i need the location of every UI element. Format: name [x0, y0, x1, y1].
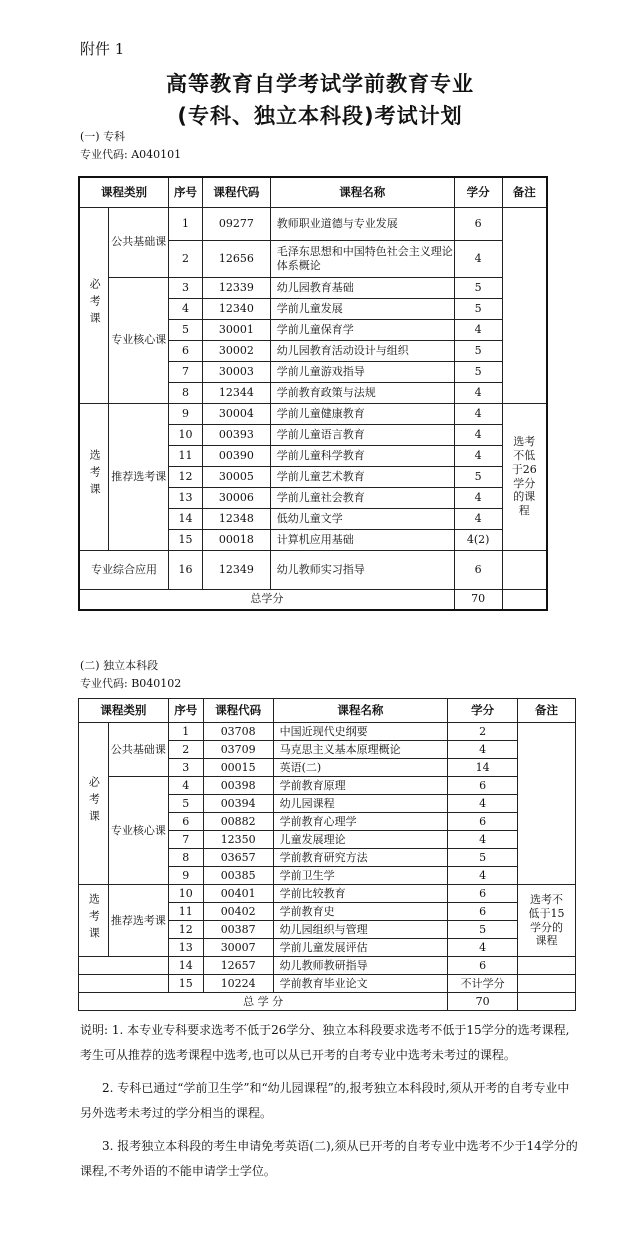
header-cell: 序号 [168, 699, 203, 723]
header-cell: 序号 [169, 177, 203, 207]
table-row: 10 00393 学前儿童语言教育 4 [79, 424, 547, 445]
subcategory-core: 专业核心课 [108, 777, 168, 885]
subcategory-public: 公共基础课 [108, 723, 168, 777]
table-row: 选考课 推荐选考课 10 00401 学前比较教育 6 选考不低于15学分的课程 [79, 885, 576, 903]
table-row: 专业综合应用 16 12349 幼儿教师实习指导 6 [79, 550, 547, 589]
table-row: 4 12340 学前儿童发展 5 [79, 298, 547, 319]
notes-block [80, 1018, 580, 1184]
table-row: 专业核心课 4 00398 学前教育原理 6 [79, 777, 576, 795]
section1-heading: (一) 专科 [80, 130, 126, 143]
total-value: 70 [448, 993, 518, 1011]
table-row: 14 12657 幼儿教师教研指导 6 [79, 957, 576, 975]
table-row: 11 00402 学前教育史 6 [79, 903, 576, 921]
table-row: 2 03709 马克思主义基本原理概论 4 [79, 741, 576, 759]
table-row: 11 00390 学前儿童科学教育 4 [79, 445, 547, 466]
header-row [79, 699, 576, 723]
table-row: 6 30002 幼儿园教育活动设计与组织 5 [79, 340, 547, 361]
table-row: 15 10224 学前教育毕业论文 不计学分 [79, 975, 576, 993]
remark-cell [502, 207, 547, 403]
subcategory-public: 公共基础课 [109, 207, 169, 277]
header-cell: 备注 [518, 699, 576, 723]
header-cell: 课程代码 [203, 699, 273, 723]
table-row: 12 00387 幼儿园组织与管理 5 [79, 921, 576, 939]
subcategory-core: 专业核心课 [109, 277, 169, 403]
section1-table [78, 176, 548, 611]
header-cell: 课程名称 [270, 177, 454, 207]
total-value: 70 [454, 589, 502, 610]
remark-cell [518, 723, 576, 885]
table-row: 15 00018 计算机应用基础 4(2) [79, 529, 547, 550]
header-cell: 课程类别 [79, 699, 169, 723]
table-row: 7 12350 儿童发展理论 4 [79, 831, 576, 849]
table-row: 7 30003 学前儿童游戏指导 5 [79, 361, 547, 382]
document-subtitle: (专科、独立本科段)考试计划 [177, 104, 463, 128]
category-elective: 选考课 [79, 403, 109, 550]
table-row: 选考课 推荐选考课 9 30004 学前儿童健康教育 4 选考不低于26学分的课程 [79, 403, 547, 424]
total-label: 总 学 分 [79, 993, 448, 1011]
table-row: 3 00015 英语(二) 14 [79, 759, 576, 777]
note-1: 说明: 1. 本专业专科要求选考不低于26学分、独立本科段要求选考不低于15学分的选考课程,考生可从推荐的选考课程中选考,也可以从已开考的自考专业中选考未考过的课程。 [80, 1023, 570, 1062]
header-cell: 课程代码 [202, 177, 270, 207]
category-required: 必考课 [79, 723, 109, 885]
table-row: 5 00394 幼儿园课程 4 [79, 795, 576, 813]
table-row: 8 03657 学前教育研究方法 5 [79, 849, 576, 867]
header-cell: 学分 [448, 699, 518, 723]
remark-cell: 选考不低于15学分的课程 [518, 885, 576, 957]
header-cell: 备注 [502, 177, 547, 207]
note-3: 3. 报考独立本科段的考生申请免考英语(二),须从已开考的自考专业中选考不少于14学分的课程,不考外语的不能申请学士学位。 [80, 1139, 578, 1178]
total-row [79, 993, 576, 1011]
table-row: 12 30005 学前儿童艺术教育 5 [79, 466, 547, 487]
table-row: 2 12656 毛泽东思想和中国特色社会主义理论体系概论 4 [79, 240, 547, 277]
table-row: 必考课 公共基础课 1 09277 教师职业道德与专业发展 6 [79, 207, 547, 240]
section2-table [78, 698, 576, 1011]
remark-cell: 选考不低于26学分的课程 [502, 403, 547, 550]
table-row: 5 30001 学前儿童保育学 4 [79, 319, 547, 340]
table-row: 13 30007 学前儿童发展评估 4 [79, 939, 576, 957]
subcategory-practice: 专业综合应用 [79, 550, 169, 589]
table-row: 6 00882 学前教育心理学 6 [79, 813, 576, 831]
section2-heading: (二) 独立本科段 [80, 659, 159, 672]
attachment-label: 附件 1 [80, 40, 125, 58]
total-row [79, 589, 547, 610]
subcategory-recommend: 推荐选考课 [108, 885, 168, 957]
section1-code: 专业代码: A040101 [80, 148, 182, 161]
table-row: 9 00385 学前卫生学 4 [79, 867, 576, 885]
total-label: 总学分 [79, 589, 454, 610]
table-row: 13 30006 学前儿童社会教育 4 [79, 487, 547, 508]
header-cell: 课程名称 [273, 699, 448, 723]
table-row: 专业核心课 3 12339 幼儿园教育基础 5 [79, 277, 547, 298]
header-row [79, 177, 547, 207]
document-title: 高等教育自学考试学前教育专业 [166, 72, 474, 96]
table-row: 必考课 公共基础课 1 03708 中国近现代史纲要 2 [79, 723, 576, 741]
note-2: 2. 专科已通过“学前卫生学”和“幼儿园课程”的,报考独立本科段时,须从开考的自考专业中另外选考未考过的学分相当的课程。 [80, 1081, 570, 1120]
table-row: 14 12348 低幼儿童文学 4 [79, 508, 547, 529]
header-cell: 学分 [454, 177, 502, 207]
table-row: 8 12344 学前教育政策与法规 4 [79, 382, 547, 403]
header-cell: 课程类别 [79, 177, 169, 207]
subcategory-recommend: 推荐选考课 [109, 403, 169, 550]
category-required: 必考课 [79, 207, 109, 403]
section2-code: 专业代码: B040102 [80, 677, 182, 690]
category-elective: 选考课 [79, 885, 109, 957]
